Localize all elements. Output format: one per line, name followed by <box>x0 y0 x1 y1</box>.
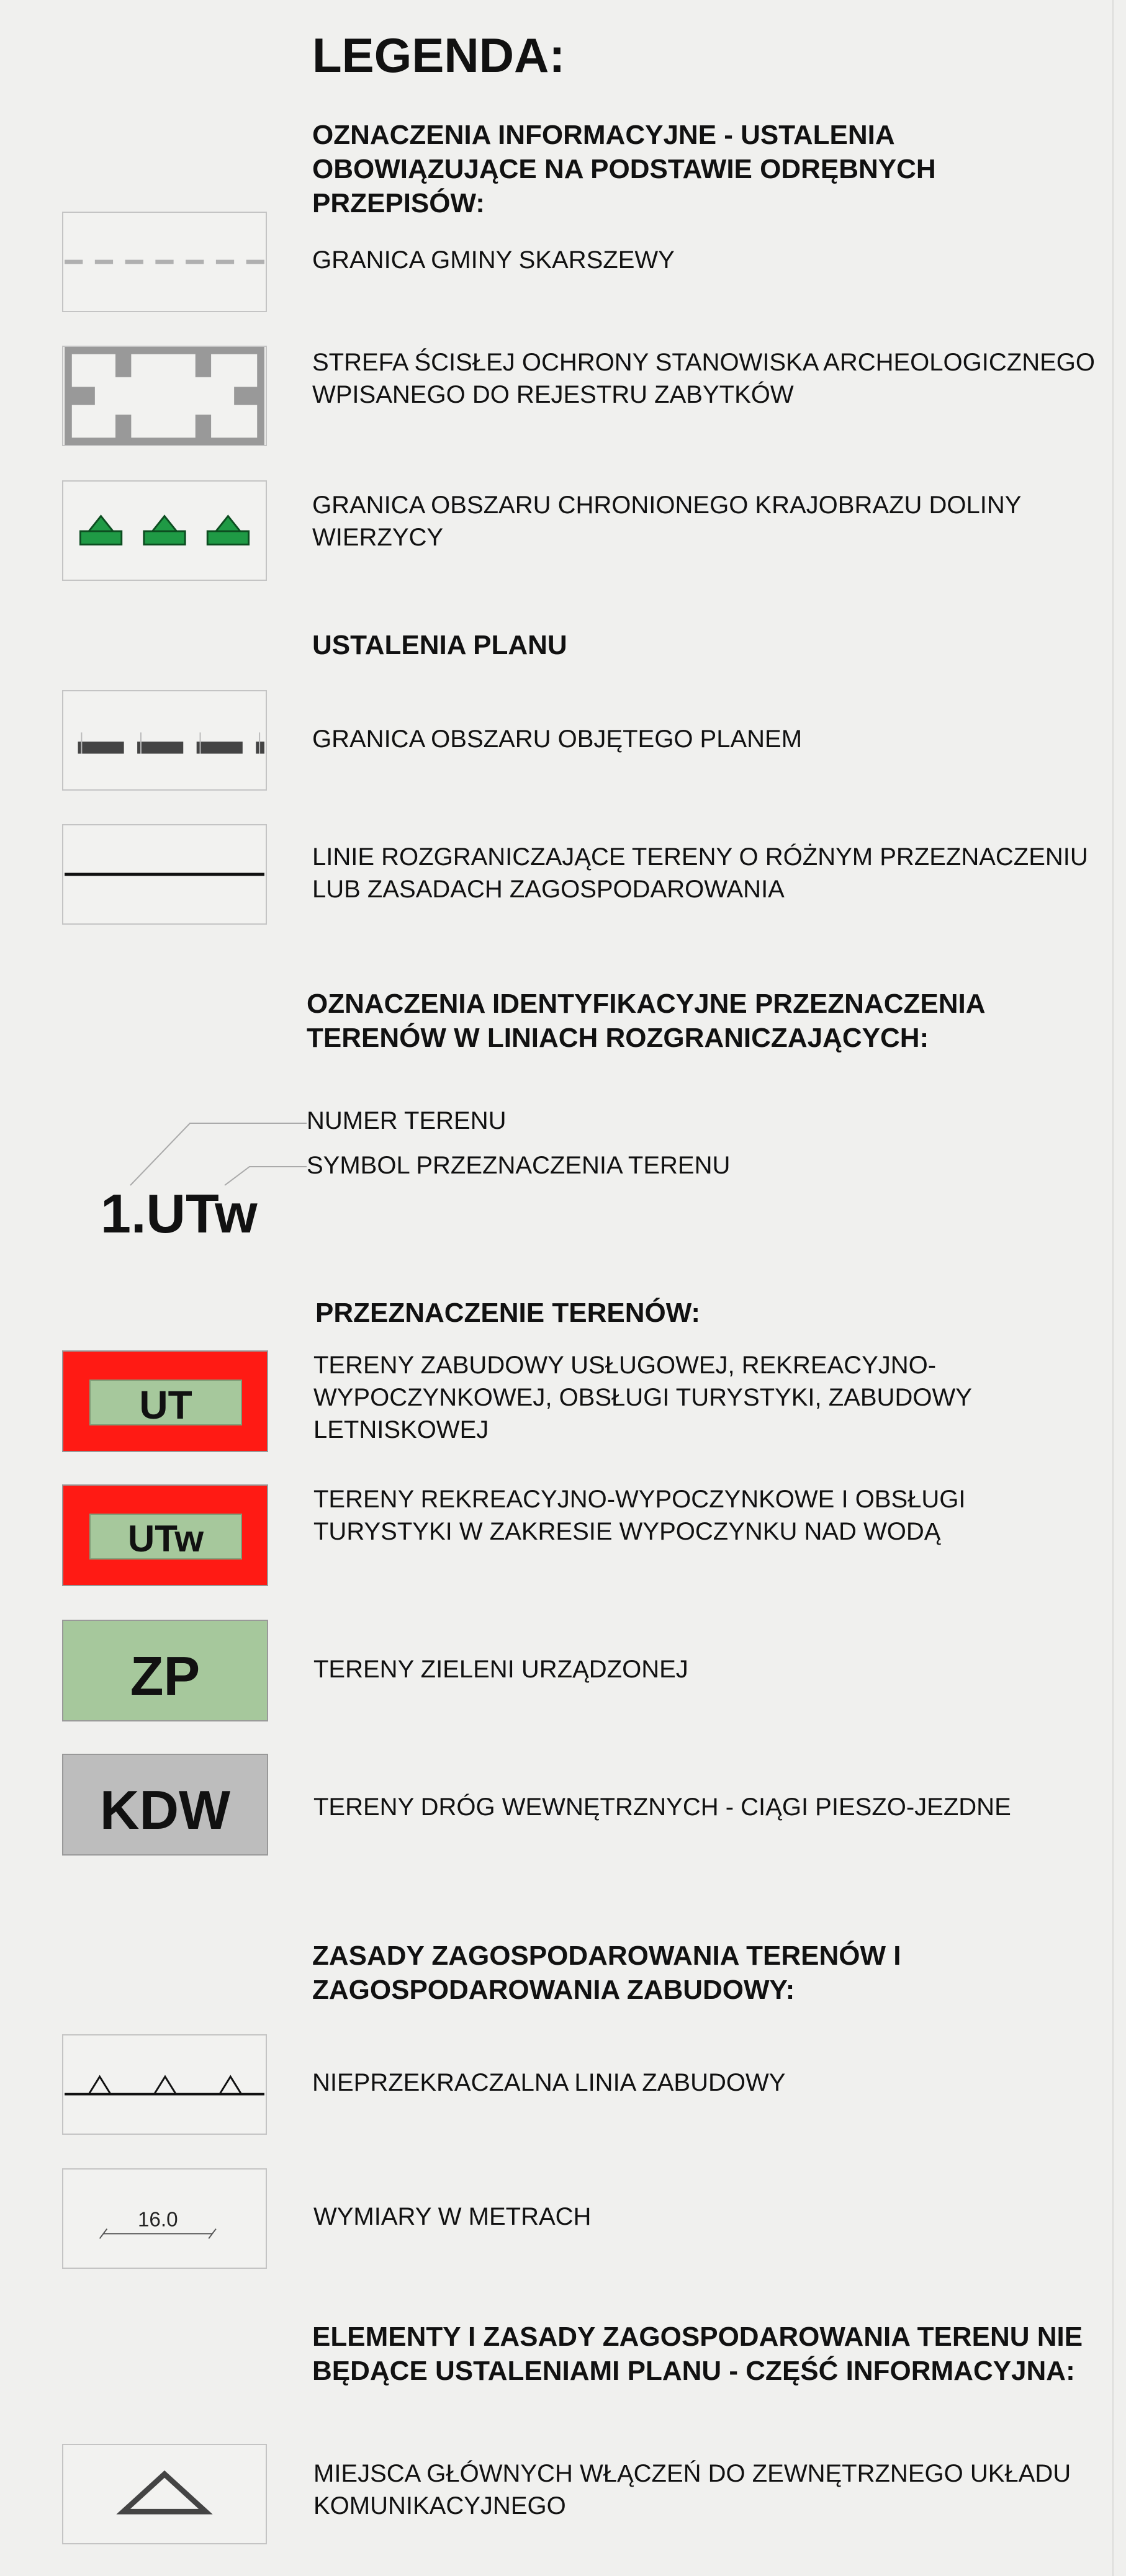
dimension-symbol <box>62 2168 267 2269</box>
green-triangles-icon <box>63 482 266 580</box>
landuse-utw-symbol <box>62 1484 268 1586</box>
demarcation-line-symbol <box>62 824 267 925</box>
road-connection-symbol <box>62 2444 267 2544</box>
label-plan-area-border: GRANICA OBSZARU OBJĘTEGO PLANEM <box>312 725 803 753</box>
dark-dashed-line-icon <box>63 691 266 789</box>
label-landuse-zp: TERENY ZIELENI URZĄDZONEJ <box>313 1656 688 1683</box>
building-line-symbol <box>62 2034 267 2135</box>
extra-heading: ELEMENTY I ZASADY ZAGOSPODAROWANIA TERENU NIE BĘDĄCE USTALENIAMI PLANU - CZĘŚĆ INFORMACYJNA: <box>312 2322 1083 2386</box>
plan-heading: USTALENIA PLANU <box>312 630 567 660</box>
landuse-zp-code: ZP <box>130 1645 200 1707</box>
landuse-heading: PRZEZNACZENIE TERENÓW: <box>315 1298 701 1328</box>
label-demarcation-line: LINIE ROZGRANICZAJĄCE TERENY O RÓŻNYM PRZEZNACZENIU LUB ZASADACH ZAGOSPODAROWANIA <box>312 843 1088 903</box>
label-landuse-kdw: TERENY DRÓG WEWNĘTRZNYCH - CIĄGI PIESZO-JEZDNE <box>313 1793 1011 1821</box>
label-municipal-border: GRANICA GMINY SKARSZEWY <box>312 246 675 274</box>
label-road-connection: MIEJSCA GŁÓWNYCH WŁĄCZEŃ DO ZEWNĘTRZNEGO UKŁADU KOMUNIKACYJNEGO <box>313 2460 1071 2520</box>
landuse-kdw-symbol <box>62 1754 268 1856</box>
solid-line-icon <box>63 825 266 923</box>
dimension-line-icon <box>63 2170 266 2268</box>
triangle-outline-icon <box>63 2445 266 2543</box>
dimension-value: 16.0 <box>137 2208 178 2232</box>
id-example-code: 1.UTw <box>101 1183 258 1244</box>
landuse-ut-code: UT <box>139 1383 192 1427</box>
id-heading: OZNACZENIA IDENTYFIKACYJNE PRZEZNACZENIA TERENÓW W LINIACH ROZGRANICZAJĄCYCH: <box>307 989 984 1053</box>
plan-area-border-symbol <box>62 690 267 791</box>
label-dimensions: WYMIARY W METRACH <box>313 2203 592 2230</box>
landuse-ut-inner <box>89 1380 242 1425</box>
protected-landscape-symbol <box>62 480 267 581</box>
info-heading: OZNACZENIA INFORMACYJNE - USTALENIA OBOWIĄZUJĄCE NA PODSTAWIE ODRĘBNYCH PRZEPISÓW: <box>312 120 936 218</box>
page-right-border <box>1112 0 1114 2576</box>
dashed-line-icon <box>63 213 266 311</box>
label-landuse-utw: TERENY REKREACYJNO-WYPOCZYNKOWE I OBSŁUGI TURYSTYKI W ZAKRESIE WYPOCZYNKU NAD WODĄ <box>313 1486 966 1545</box>
label-landuse-ut: TERENY ZABUDOWY USŁUGOWEJ, REKREACYJNO-WYPOCZYNKOWEJ, OBSŁUGI TURYSTYKI, ZABUDOWY LETNISKOWEJ <box>313 1352 972 1443</box>
archaeological-zone-symbol <box>62 346 267 446</box>
building-line-icon <box>63 2035 266 2134</box>
label-protected-landscape: GRANICA OBSZARU CHRONIONEGO KRAJOBRAZU DOLINY WIERZYCY <box>312 491 1021 551</box>
legend-title: LEGENDA: <box>312 28 565 83</box>
label-archaeological-zone: STREFA ŚCISŁEJ OCHRONY STANOWISKA ARCHEOLOGICZNEGO WPISANEGO DO REJESTRU ZABYTKÓW <box>312 349 1095 408</box>
frame-pattern-icon <box>63 347 266 445</box>
label-area-symbol: SYMBOL PRZEZNACZENIA TERENU <box>307 1152 731 1179</box>
label-area-number: NUMER TERENU <box>307 1107 507 1134</box>
landuse-ut-symbol <box>62 1350 268 1452</box>
municipal-border-symbol <box>62 212 267 312</box>
landuse-kdw-code: KDW <box>99 1779 231 1841</box>
landuse-utw-code: UTw <box>127 1518 204 1560</box>
landuse-zp-symbol <box>62 1620 268 1721</box>
landuse-utw-inner <box>89 1514 242 1560</box>
rules-heading: ZASADY ZAGOSPODAROWANIA TERENÓW I ZAGOSPODAROWANIA ZABUDOWY: <box>312 1941 901 2005</box>
label-building-line: NIEPRZEKRACZALNA LINIA ZABUDOWY <box>312 2069 786 2096</box>
